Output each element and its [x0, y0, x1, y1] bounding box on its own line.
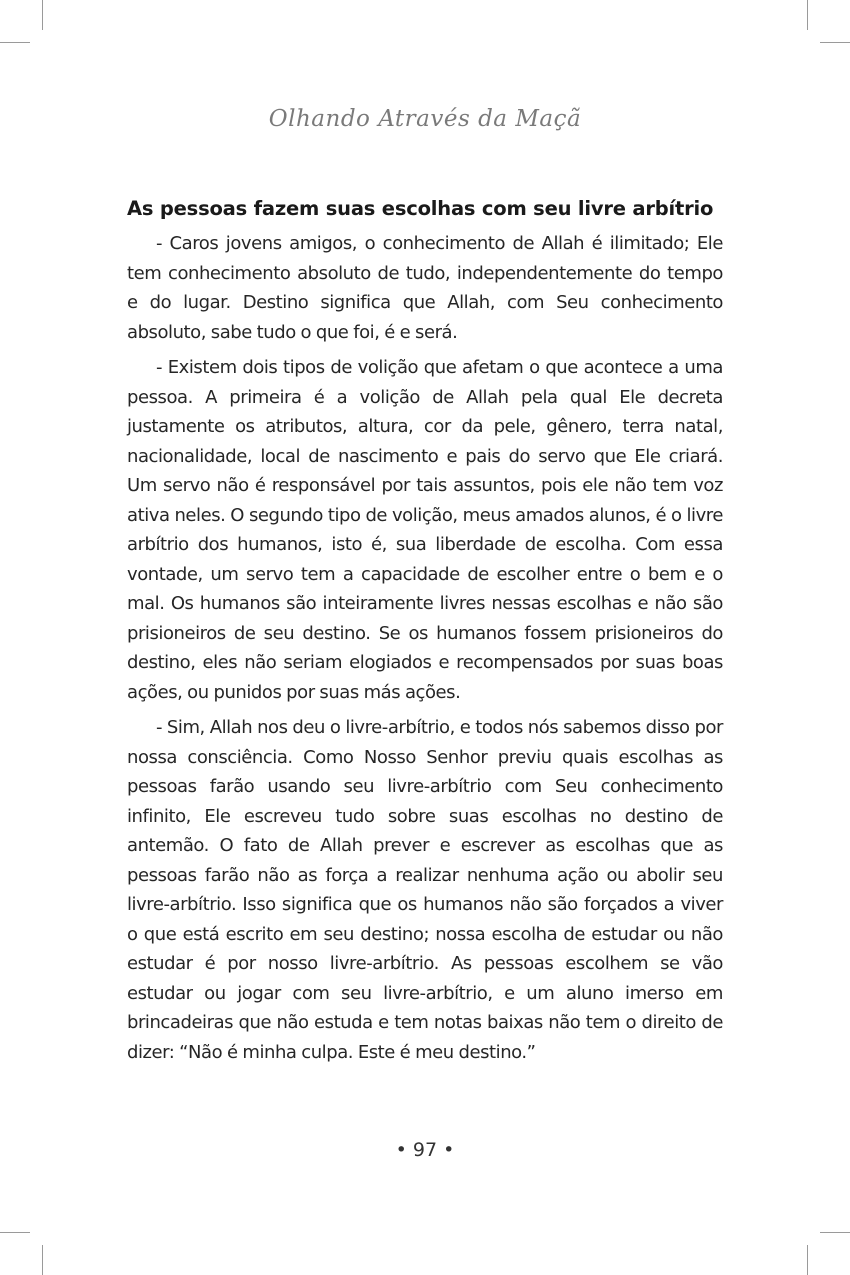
crop-mark-top-right-horizontal [820, 42, 850, 43]
crop-mark-top-left-vertical [42, 0, 43, 30]
body-text [127, 195, 723, 1073]
section-title: As pessoas fazem suas escolhas com seu livre arbítrio [127, 197, 714, 220]
running-head: Olhando Através da Maçã [268, 106, 582, 132]
page-number: • 97 • [395, 1139, 455, 1161]
crop-mark-bottom-left-horizontal [0, 1232, 30, 1233]
crop-mark-top-left-horizontal [0, 42, 30, 43]
crop-mark-bottom-left-vertical [42, 1245, 43, 1275]
paragraph-2: - Existem dois tipos de volição que afetam o que acontece a uma pessoa. A primeira é a volição de Allah pela qual Ele decreta justamente os atributos, altura, cor da pele, gênero, terra natal, nacionalidade, local de nascimento e pais do servo que Ele criará. Um servo não é responsável por tais assuntos, pois ele não tem voz ativa neles. O segundo tipo de volição, meus amados alunos, é o livre arbítrio dos humanos, isto é, sua liberdade de escolha. Com essa vontade, um servo tem a capacidade de escolher entre o bem e o mal. Os humanos são inteiramente livres nessas escolhas e não são prisioneiros de seu destino. Se os humanos fossem prisioneiros do destino, eles não seriam elogiados e recompensados por suas boas ações, ou punidos por suas más ações. [127, 357, 723, 703]
crop-mark-bottom-right-vertical [807, 1245, 808, 1275]
paragraph-3: - Sim, Allah nos deu o livre-arbítrio, e todos nós sabemos disso por nossa consciência. Como Nosso Senhor previu quais escolhas as pessoas farão usando seu livre-arbítrio com Seu conhecimento infinito, Ele escreveu tudo sobre suas escolhas no destino de antemão. O fato de Allah prever e escrever as escolhas que as pessoas farão não as força a realizar nenhuma ação ou abolir seu livre-arbítrio. Isso significa que os humanos não são forçados a viver o que está escrito em seu destino; nossa escolha de estudar ou não estudar é por nosso livre-arbítrio. As pessoas escolhem se vão estudar ou jogar com seu livre-arbítrio, e um aluno imerso em brincadeiras que não estuda e tem notas baixas não tem o direito de dizer: “Não é minha culpa. Este é meu destino.” [127, 717, 723, 1063]
crop-mark-top-right-vertical [807, 0, 808, 30]
crop-mark-bottom-right-horizontal [820, 1232, 850, 1233]
paragraph-1: - Caros jovens amigos, o conhecimento de Allah é ilimitado; Ele tem conhecimento absoluto de tudo, independentemente do tempo e do lugar. Destino significa que Allah, com Seu conhecimento absoluto, sabe tudo o que foi, é e será. [127, 233, 723, 343]
